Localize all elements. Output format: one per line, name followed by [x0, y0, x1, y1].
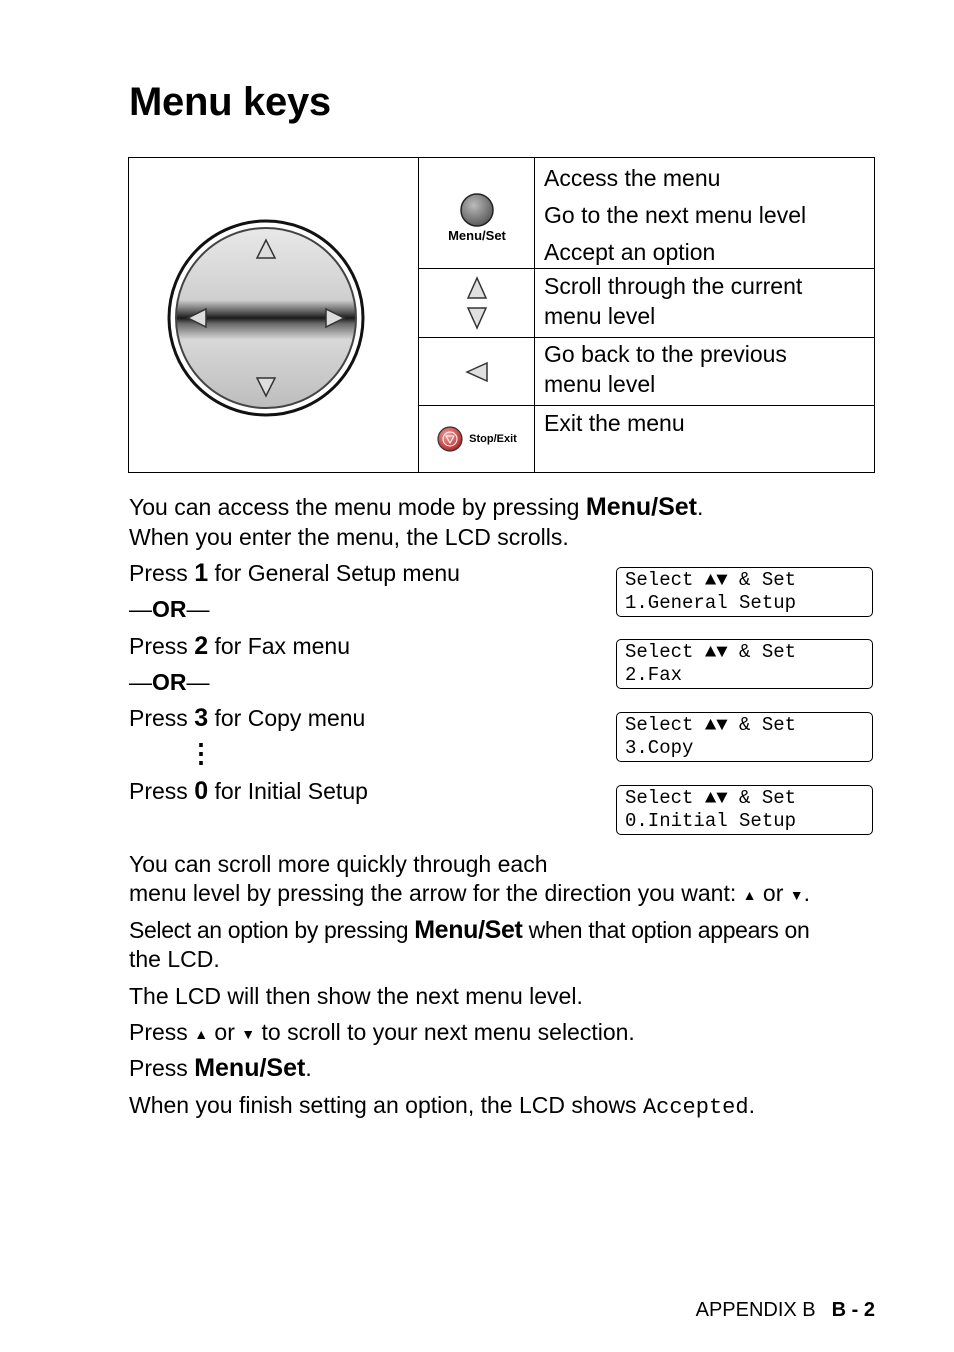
up-down-keys	[419, 269, 535, 337]
up-arrow-icon: ▲	[742, 887, 757, 903]
exit-description: Exit the menu	[544, 410, 685, 436]
lcd-line: Select ▲▼ & Set	[625, 714, 797, 736]
press-scroll-text	[129, 1017, 635, 1049]
press-text: for Copy menu	[208, 705, 366, 731]
key-number: 1	[194, 559, 209, 587]
scroll-desc-line: Scroll through the current	[544, 273, 803, 299]
intro-line-1	[129, 492, 703, 522]
finish-pre: When you finish setting an option, the LCD shows	[129, 1092, 643, 1118]
press-menu-post: .	[305, 1055, 312, 1081]
intro-line-2: When you enter the menu, the LCD scrolls.	[129, 524, 569, 550]
scroll-end: .	[803, 880, 810, 906]
lcd-line: 3.Copy	[625, 737, 694, 759]
press-menu-text	[129, 1053, 312, 1083]
menu-set-action: Go to the next menu level	[544, 202, 807, 228]
lcd-line: 2.Fax	[625, 664, 683, 686]
or-word: OR	[152, 669, 187, 695]
finish-post: .	[748, 1092, 755, 1118]
press-0-instruction	[129, 776, 368, 806]
or-separator	[129, 667, 210, 697]
press-3-instruction	[129, 703, 365, 733]
select-line-2: the LCD.	[129, 946, 220, 972]
press-word: Press	[129, 560, 195, 586]
select-line-1	[129, 915, 809, 945]
press-1-instruction	[129, 558, 460, 588]
up-arrow-icon: ▲	[194, 1026, 209, 1042]
select-text: when that option appears on	[522, 917, 810, 943]
lcd-line: Select ▲▼ & Set	[625, 641, 797, 663]
ellipsis-vertical: ⋮	[188, 738, 214, 768]
press-word: Press	[129, 1019, 195, 1045]
menu-keys-table	[128, 157, 875, 473]
press-or: or	[208, 1019, 242, 1045]
down-arrow-icon: ▼	[241, 1026, 256, 1042]
press-word: Press	[129, 1055, 195, 1081]
lcd-display	[616, 567, 873, 617]
scroll-text: menu level by pressing the arrow for the direction you want:	[129, 880, 743, 906]
scroll-or: or	[756, 880, 790, 906]
menu-set-action: Accept an option	[544, 239, 716, 265]
press-word: Press	[129, 705, 195, 731]
stop-exit-label: Stop/Exit	[469, 433, 517, 445]
press-scroll-post: to scroll to your next menu selection.	[255, 1019, 635, 1045]
menu-set-action: Access the menu	[544, 165, 721, 191]
back-desc-line: Go back to the previous	[544, 341, 787, 367]
left-arrow-icon	[465, 361, 489, 383]
key-number: 3	[194, 704, 209, 732]
press-text: for Initial Setup	[208, 778, 368, 804]
press-word: Press	[129, 778, 195, 804]
scroll-line-1: You can scroll more quickly through each	[129, 851, 548, 877]
stop-exit-key	[419, 406, 535, 472]
back-key	[419, 338, 535, 405]
key-number: 0	[194, 777, 209, 805]
menu-set-button-icon	[459, 192, 495, 228]
lcd-line: 0.Initial Setup	[625, 810, 797, 832]
menu-set-key-ref: Menu/Set	[194, 1054, 306, 1082]
key-number: 2	[194, 632, 209, 660]
finish-text	[129, 1090, 755, 1123]
lcd-accepted-value: Accepted	[642, 1095, 749, 1120]
scroll-line-2	[129, 878, 810, 910]
back-desc-line: menu level	[544, 371, 656, 397]
or-separator	[129, 594, 210, 624]
scroll-desc-line: menu level	[544, 303, 656, 329]
navigation-pad-icon	[166, 218, 366, 418]
lcd-line: Select ▲▼ & Set	[625, 787, 797, 809]
next-level-text: The LCD will then show the next menu level.	[129, 983, 583, 1009]
lcd-display	[616, 639, 873, 689]
lcd-display	[616, 785, 873, 835]
or-dash: —	[129, 669, 152, 695]
back-description	[544, 339, 787, 399]
press-text: for General Setup menu	[208, 560, 460, 586]
or-word: OR	[152, 596, 187, 622]
menu-set-description	[544, 160, 806, 271]
menu-set-key-ref: Menu/Set	[585, 493, 697, 521]
press-text: for Fax menu	[208, 633, 350, 659]
press-2-instruction	[129, 631, 350, 661]
page-title: Menu keys	[129, 80, 331, 124]
or-dash: —	[186, 596, 210, 622]
press-word: Press	[129, 633, 195, 659]
menu-set-key	[419, 158, 535, 268]
page-footer	[696, 1299, 875, 1322]
intro-text: .	[697, 494, 704, 520]
select-text: Select an option by pressing	[129, 917, 415, 943]
lcd-display	[616, 712, 873, 762]
menu-set-label: Menu/Set	[448, 227, 506, 243]
intro-text: You can access the menu mode by pressing	[129, 494, 586, 520]
lcd-line: Select ▲▼ & Set	[625, 569, 797, 591]
or-dash: —	[129, 596, 152, 622]
lcd-line: 1.General Setup	[625, 592, 797, 614]
down-arrow-icon: ▼	[789, 887, 804, 903]
footer-section: APPENDIX B	[695, 1299, 816, 1321]
or-dash: —	[186, 669, 210, 695]
menu-set-key-ref: Menu/Set	[414, 916, 523, 944]
page-number: B - 2	[831, 1299, 875, 1321]
up-down-arrows-icon	[466, 276, 488, 330]
stop-exit-button-icon	[437, 426, 463, 452]
scroll-description	[544, 271, 802, 331]
